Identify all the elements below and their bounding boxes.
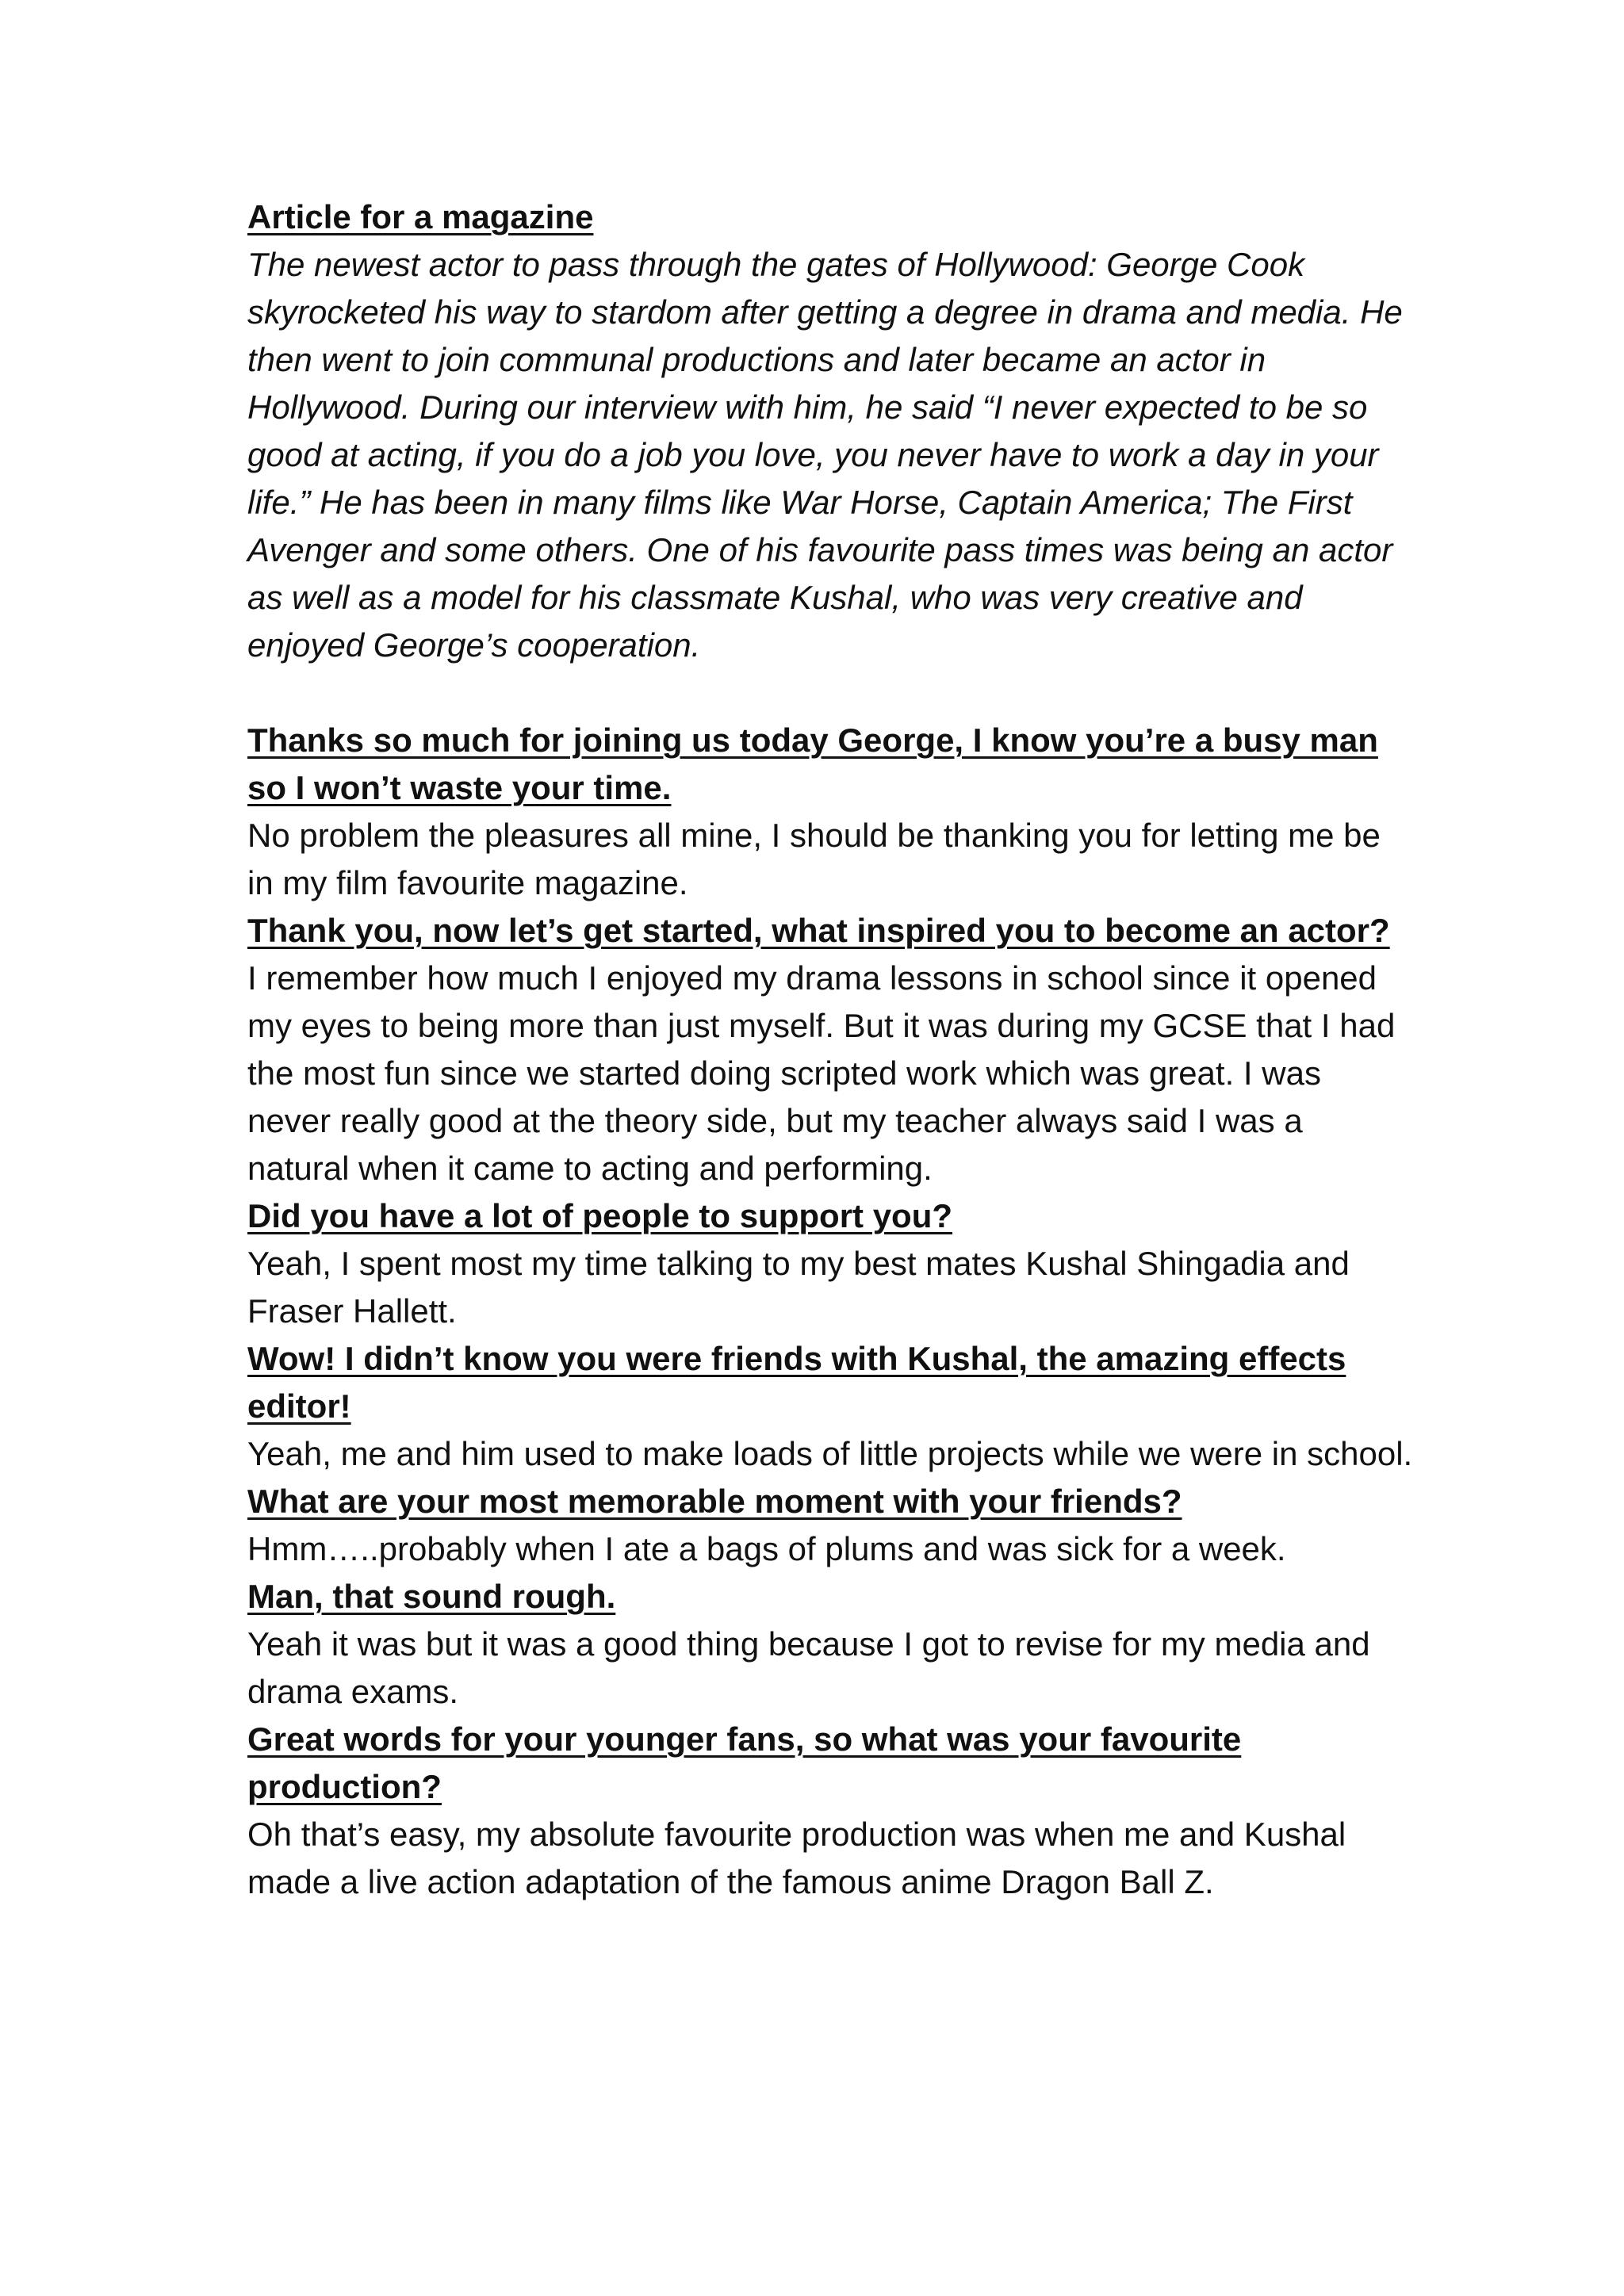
- article-title: Article for a magazine: [247, 198, 594, 235]
- intro-paragraph: The newest actor to pass through the gates of Hollywood: George Cook skyrocketed his way to stardom after getting a degree in drama and media. He then went to join communal productions and later became an actor in Hollywood. During our interview with him, he said “I never expected to be so good at acting, if you do a job you love, you never have to work a day in your life.” He has been in many films like War Horse, Captain America; The First Avenger and some others. One of his favourite pass times was being an actor as well as a model for his classmate Kushal, who was very creative and enjoyed George’s cooperation.: [247, 246, 1403, 664]
- interview-question: Wow! I didn’t know you were friends with Kushal, the amazing effects editor!: [247, 1340, 1346, 1425]
- interview-question: Thanks so much for joining us today George, I know you’re a busy man so I won’t waste your time.: [247, 721, 1378, 806]
- interview-question: Did you have a lot of people to support you?: [247, 1197, 953, 1234]
- interview-question: What are your most memorable moment with your friends?: [247, 1483, 1182, 1520]
- paragraph-gap: [247, 669, 1413, 717]
- interview-answer: Yeah it was but it was a good thing because I got to revise for my media and drama exams.: [247, 1625, 1370, 1710]
- interview-question: Man, that sound rough.: [247, 1578, 616, 1615]
- interview-question: Thank you, now let’s get started, what inspired you to become an actor?: [247, 912, 1390, 949]
- interview-answer: Hmm…..probably when I ate a bags of plums and was sick for a week.: [247, 1530, 1286, 1567]
- interview-answer: I remember how much I enjoyed my drama lessons in school since it opened my eyes to being more than just myself. But it was during my GCSE that I had the most fun since we started doing scripted work which was great. I was never really good at the theory side, but my teacher always said I was a natural when it came to acting and performing.: [247, 959, 1396, 1187]
- interview-answer: Yeah, I spent most my time talking to my best mates Kushal Shingadia and Fraser Hallett.: [247, 1245, 1350, 1330]
- interview-answer: No problem the pleasures all mine, I should be thanking you for letting me be in my film favourite magazine.: [247, 817, 1381, 901]
- interview-answer: Yeah, me and him used to make loads of little projects while we were in school.: [247, 1435, 1413, 1472]
- interview-answer: Oh that’s easy, my absolute favourite production was when me and Kushal made a live action adaptation of the famous anime Dragon Ball Z.: [247, 1816, 1346, 1900]
- document-page: [247, 193, 1413, 1906]
- interview-question: Great words for your younger fans, so what was your favourite production?: [247, 1720, 1242, 1805]
